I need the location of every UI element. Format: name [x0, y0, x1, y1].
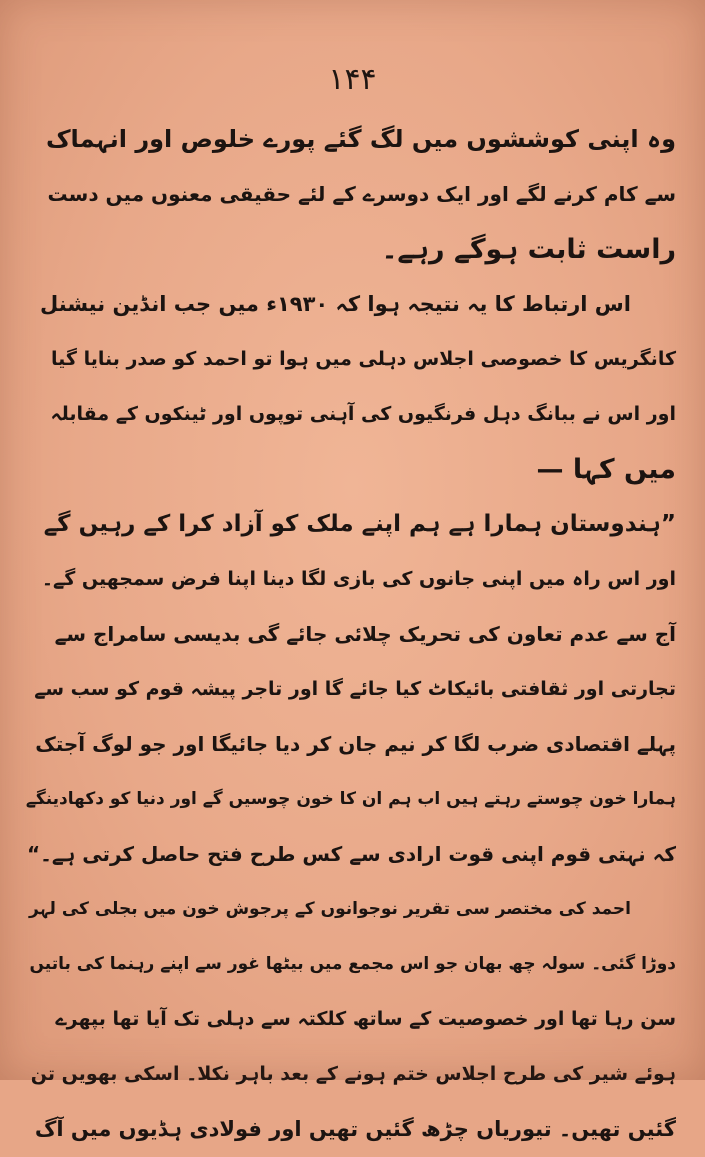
text-line: وہ اپنی کوششوں میں لگ گئے پورے خلوص اور انہماک: [45, 125, 676, 153]
text-line: کانگریس کا خصوصی اجلاس دہلی میں ہوا تو احمد کو صدر بنایا گیا: [51, 348, 676, 370]
text-line: ہمارا خون چوستے رہتے ہیں اب ہم ان کا خون چوسیں گے اور دنیا کو دکھادینگے: [25, 789, 676, 809]
text-line: راست ثابت ہوگے رہے۔: [381, 234, 676, 265]
text-line: میں کہا —: [536, 454, 676, 485]
page-body-text: [26, 112, 676, 1157]
text-line: ہوئے شیر کی طرح اجلاس ختم ہونے کے بعد باہر نکلا۔ اسکی بھویں تن: [30, 1063, 676, 1085]
text-line: ”ہندوستان ہمارا ہے ہم اپنے ملک کو آزاد کرا کے رہیں گے: [43, 511, 676, 537]
text-line: اس ارتباط کا یہ نتیجہ ہوا کہ ۱۹۳۰ء میں جب انڈین نیشنل: [40, 292, 631, 316]
text-line: سے کام کرنے لگے اور ایک دوسرے کے لئے حقیقی معنوں میں دست: [47, 182, 676, 206]
text-line: اور اس نے ببانگ دہل فرنگیوں کی آہنی توپوں اور ٹینکوں کے مقابلہ: [50, 403, 676, 425]
text-line: تجارتی اور ثقافتی بائیکاٹ کیا جائے گا اور تاجر پیشہ قوم کو سب سے: [34, 678, 676, 700]
text-line: گئیں تھیں۔ تیوریاں چڑھ گئیں تھیں اور فولادی ہڈیوں میں آگ: [34, 1117, 676, 1141]
text-line: دوڑا گئی۔ سولہ چھ بھان جو اس مجمع میں بیٹھا غور سے اپنے رہنما کی باتیں: [29, 954, 676, 974]
text-line: اور اس راہ میں اپنی جانوں کی بازی لگا دینا اپنا فرض سمجھیں گے۔: [41, 568, 676, 590]
text-line: پہلے اقتصادی ضرب لگا کر نیم جان کر دیا جائیگا اور جو لوگ آجتک: [35, 732, 676, 756]
text-line: احمد کی مختصر سی تقریر نوجوانوں کے پرجوش خون میں بجلی کی لہر: [29, 899, 631, 919]
text-line: کہ نہتی قوم اپنی قوت ارادی سے کس طرح فتح حاصل کرتی ہے۔“: [26, 842, 676, 866]
text-line: سن رہا تھا اور خصوصیت کے ساتھ کلکتہ سے دہلی تک آیا تھا بپھرے: [55, 1008, 676, 1030]
page-number: ۱۴۴: [328, 62, 377, 97]
text-line: آج سے عدم تعاون کی تحریک چلائی جائے گی بدیسی سامراج سے: [54, 622, 676, 646]
